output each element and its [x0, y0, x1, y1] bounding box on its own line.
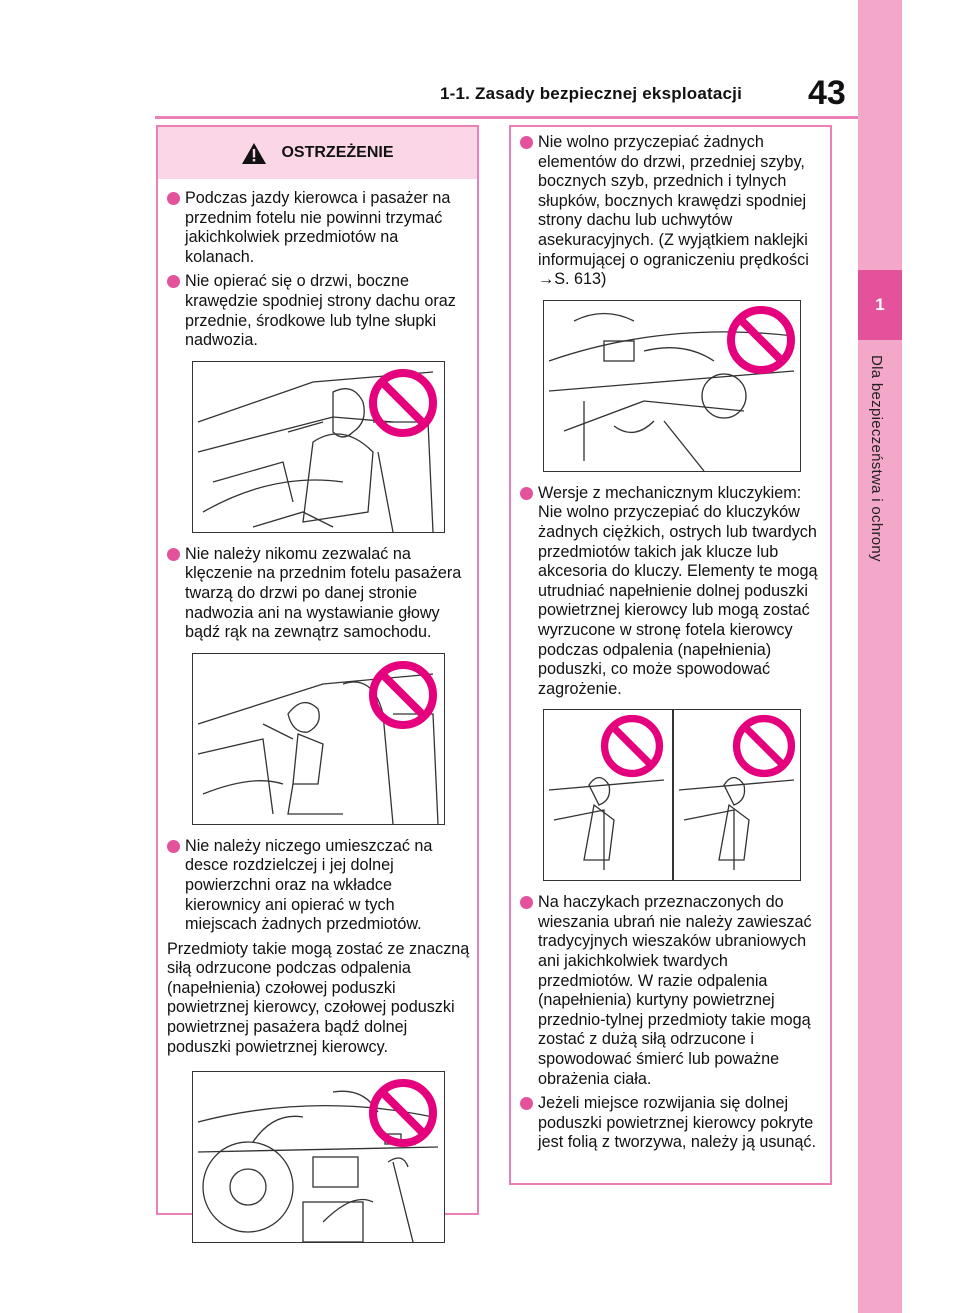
- bullet-icon: [167, 548, 180, 561]
- warning-title: OSTRZEŻENIE: [281, 144, 394, 161]
- illustration-leaning-on-door: [192, 361, 445, 533]
- section-title: 1-1. Zasady bezpiecznej eksploatacji: [440, 84, 742, 103]
- list-item: [520, 484, 823, 700]
- list-item: [520, 893, 823, 1089]
- bullet-icon: [520, 1097, 533, 1110]
- prohibition-icon: [726, 305, 796, 375]
- bullet-text: Na haczykach przeznaczonych do wieszania ubrań nie należy zawieszać tradycyjnych wieszaków ubraniowych ani jakichkolwiek twardych przedmiotów. W razie odpalenia (napełnienia) kurtyny powietrznej przednio-tylnej przedmioty takie mogą zostać z dużą siłą odrzucone i spowodować śmierć lub poważne obrażenia ciała.: [538, 893, 812, 1088]
- illustration-dashboard-objects: [192, 1071, 445, 1243]
- bullet-text: Nie wolno przyczepiać żadnych elementów do drzwi, przedniej szyby, bocznych szyb, przednich i tylnych słupków, bocznych krawędzi spodniej strony dachu lub uchwytów asekuracyjnych. (Z wyjątkiem naklejki informującej o ograniczeniu prędkości →S. 613): [538, 133, 809, 289]
- header-rule: [155, 116, 858, 119]
- bullet-icon: [167, 840, 180, 853]
- list-item: [520, 1094, 823, 1153]
- illustration-key-objects: [543, 709, 801, 881]
- bullet-text: Jeżeli miejsce rozwijania się dolnej poduszki powietrznej kierowcy pokryte jest folią z tworzywa, należy ją usunąć.: [538, 1094, 817, 1152]
- chapter-side-tab: [858, 0, 902, 1313]
- warning-paragraph: Przedmioty takie mogą zostać ze znaczną siłą odrzucone podczas odpalenia (napełnienia) czołowej poduszki powietrznej kierowcy, czołowej poduszki powietrznej pasażera bądź dolnej poduszki powietrznej kierowcy.: [167, 939, 470, 1056]
- list-item: [167, 272, 470, 350]
- prohibition-icon: [368, 368, 438, 438]
- warning-box-right: [509, 125, 832, 1185]
- warning-triangle-icon: [241, 142, 267, 165]
- bullet-text: Nie opierać się o drzwi, boczne krawędzie spodniej strony dachu oraz przednie, środkowe lub tylne słupki nadwozia.: [185, 272, 456, 350]
- list-item: [167, 837, 470, 935]
- prohibition-icon: [732, 714, 796, 778]
- bullet-text: Wersje z mechanicznym kluczykiem: Nie wolno przyczepiać do kluczyków żadnych ciężkich, ostrych lub twardych przedmiotów takich jak klucze lub akcesoria do kluczy. Elementy te mogą utrudniać napełnienie dolnej poduszki powietrznej kierowcy lub mogą zostać wyrzucone w stronę fotela kierowcy podczas odpalenia (napełnienia) poduszki, co może spowodować zagrożenie.: [538, 483, 818, 698]
- list-item: [520, 133, 823, 290]
- warning-header: [158, 127, 477, 179]
- prohibition-icon: [600, 714, 664, 778]
- bullet-icon: [167, 192, 180, 205]
- bullet-text: Podczas jazdy kierowca i pasażer na przednim fotelu nie powinni trzymać jakichkolwiek przedmiotów na kolanach.: [185, 189, 451, 266]
- bullet-icon: [520, 136, 533, 149]
- page-number: 43: [808, 74, 846, 112]
- prohibition-icon: [368, 1078, 438, 1148]
- chapter-title: Dla bezpieczeństwa i ochrony: [868, 355, 885, 562]
- illustration-kneeling-on-seat: [192, 653, 445, 825]
- bullet-icon: [520, 896, 533, 909]
- bullet-text: Nie należy nikomu zezwalać na klęczenie na przednim fotelu pasażera twarzą do drzwi po danej stronie nadwozia ani na wystawianie głowy bądź rąk na zewnątrz samochodu.: [185, 544, 462, 642]
- list-item: [167, 545, 470, 643]
- bullet-icon: [520, 487, 533, 500]
- chapter-number[interactable]: 1: [858, 270, 902, 340]
- bullet-text: Nie należy niczego umieszczać na desce rozdzielczej i jej dolnej powierzchni oraz na wkładce kierownicy ani opierać w tych miejscach żadnych przedmiotów.: [185, 836, 433, 934]
- list-item: [167, 189, 470, 267]
- bullet-icon: [167, 275, 180, 288]
- warning-box-left: [156, 125, 479, 1215]
- prohibition-icon: [368, 660, 438, 730]
- illustration-interior-attachments: [543, 300, 801, 472]
